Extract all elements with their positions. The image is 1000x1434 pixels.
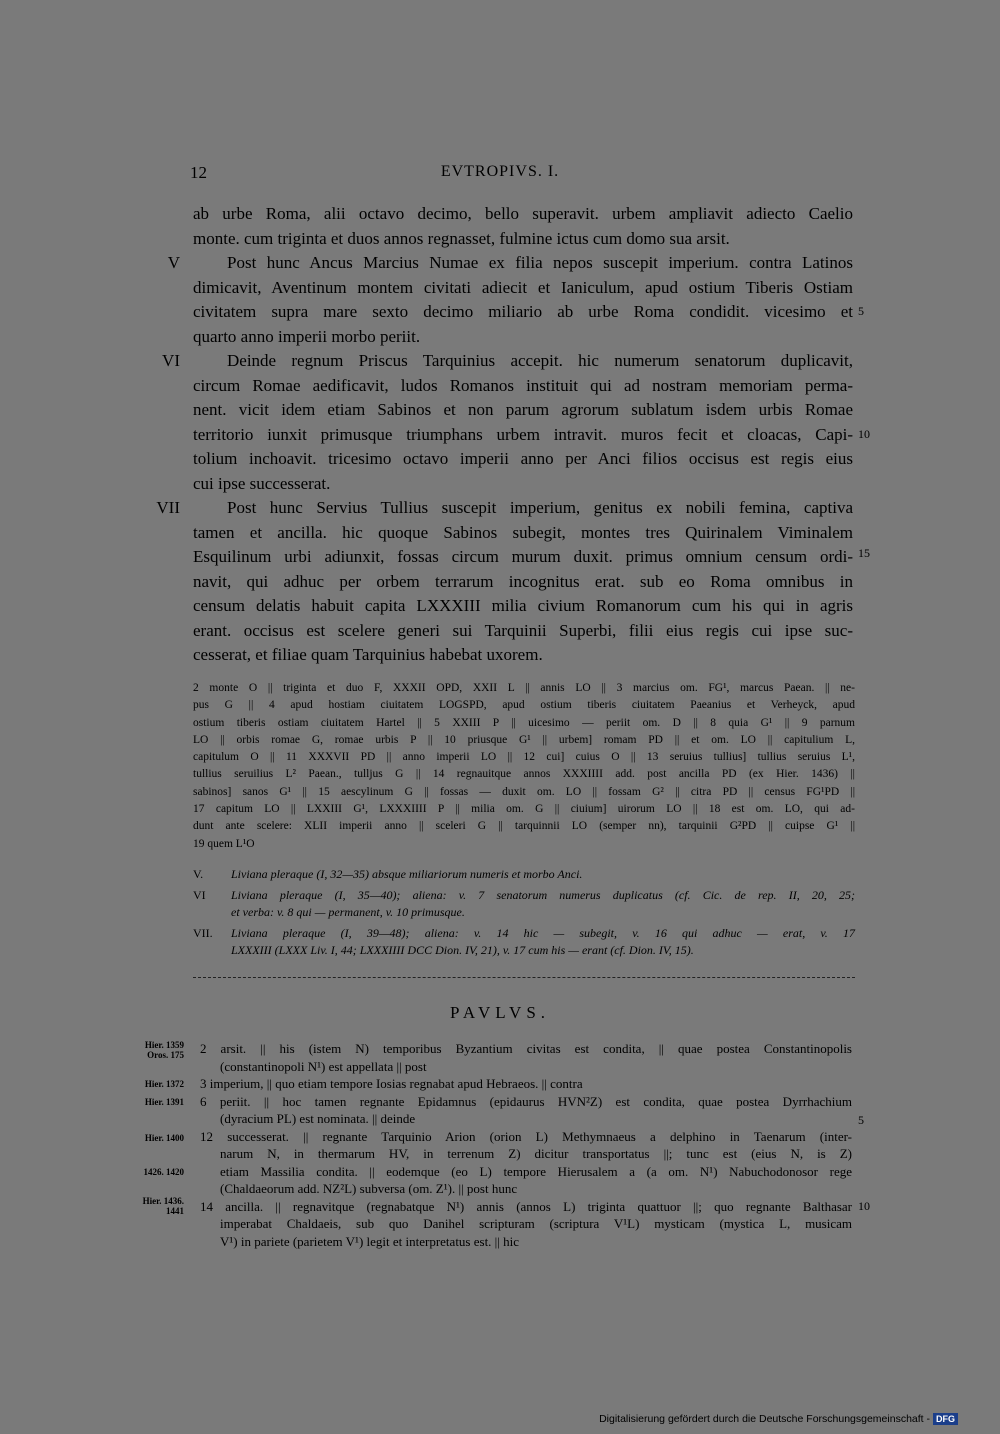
marginal-reference: Hier. 1436. 1441 [142, 1196, 184, 1216]
text-line: Post hunc Ancus Marcius Numae ex filia nepos suscepit imperium. contra Latinos [227, 253, 853, 272]
running-title: EVTROPIVS. I. [440, 163, 560, 180]
source-entry [193, 925, 855, 943]
line-number: 5 [858, 1113, 864, 1127]
paulus-line: (constantinopoli N¹) est appellata || post [220, 1058, 427, 1074]
text-line: circum Romae aedificavit, ludos Romanos instituit qui ad nostram memoriam perma- [193, 375, 853, 395]
paulus-line: 12 successerat. || regnante Tarquinio Arion (orion L) Methymnaeus a delphino in Taenarum (inter- [200, 1128, 852, 1144]
paulus-line: (dyracium PL) est nominata. || deinde [220, 1111, 416, 1126]
sources-apparatus [193, 866, 855, 960]
text-line: cesserat, et filiae quam Tarquinius habebat uxorem. [193, 645, 543, 664]
marginal-reference: Hier. 1359 Oros. 175 [144, 1040, 184, 1060]
paulus-line: V¹) in pariete (parietem V¹) legit et interpretatus est. || hic [220, 1233, 520, 1249]
main-text [193, 202, 853, 668]
footer-text: Digitalisierung gefördert durch die Deutsche Forschungsgemeinschaft - [599, 1413, 930, 1425]
apparatus-line: ostium tiberis ostiam ciuitatem Hartel || 5 XXIII P || uicesimo — periit om. D || 8 quia G¹ || 9 parnum [193, 716, 855, 729]
paulus-text [200, 1040, 852, 1250]
text-line: censum delatis habuit capita LXXXIII milia civium Romanorum cum his qui in agris [193, 596, 853, 615]
source-text: et verba: v. 8 qui — permanent, v. 10 primusque. [231, 905, 465, 919]
apparatus-line: 17 capitum LO || LXXIII G¹, LXXXIIII P || milia om. G || ciuium] uirorum LO || 18 est om. LO, qui ad- [193, 803, 855, 816]
apparatus-line: capitulum O || 11 XXXVII PD || anno imperii LO || 12 cui] cuius O || 13 seruius tullius] tullius seruius L¹, [193, 751, 855, 764]
source-text: Liviana pleraque (I, 32—35) absque miliariorum numeris et morbo Anci. [231, 867, 583, 881]
chapter-number: VI [162, 351, 180, 370]
paulus-line: imperabat Chaldaeis, sub quo Danihel scripturam (scriptura V¹L) mysticam (mystica L, musicam [220, 1216, 852, 1231]
source-entry-cont [193, 904, 855, 922]
apparatus-line: tullius seruilius L² Paean., tulljus G || 14 regnauitque annos XXXIIII add. post ancilla PD (ex Hier. 1436) || [193, 768, 855, 781]
paulus-heading: PAVLVS. [449, 1003, 551, 1022]
text-line: nent. vicit idem etiam Sabinos et non parum agrorum sublatum isdem urbis Romae [193, 400, 853, 419]
source-text: LXXXIII (LXXX Liv. I, 44; LXXXIIII DCC Dion. IV, 21), v. 17 cum his — erant (cf. Dion. IV, 15). [231, 943, 694, 957]
paulus-line: etiam Massilia condita. || eodemque (eo L) tempore Hierusalem a (a om. N¹) Nabuchodonosor rege [220, 1163, 852, 1179]
paulus-line: 6 periit. || hoc tamen regnante Epidamnus (epidaurus HVN²Z) est condita, quae postea Dyrrhachium [200, 1093, 852, 1109]
source-entry [193, 866, 855, 884]
marginal-reference: 1426. 1420 [143, 1167, 184, 1177]
critical-apparatus [193, 680, 855, 853]
marginal-reference: Hier. 1372 [144, 1079, 184, 1089]
paulus-line: (Chaldaeorum add. NZ²L) subversa (om. Z¹). || post hunc [220, 1181, 518, 1196]
line-number: 10 [858, 427, 870, 441]
funding-footer [599, 1413, 958, 1425]
apparatus-line: LO || orbis romae G, romae urbis P || 10 priusque G¹ || urbem] romam PD || et om. LO || capitulium L, [193, 733, 855, 746]
source-entry [193, 887, 855, 905]
separator-rule [193, 977, 855, 978]
source-entry-cont [193, 942, 855, 960]
page-number: 12 [190, 163, 207, 182]
source-text: Liviana pleraque (I, 35—40); aliena: v. 7 senatorum numerus duplicatus (cf. Cic. de rep. II, 20, 25; [231, 887, 855, 902]
text-line: Esquilinum urbi adiunxit, fossas circum murum duxit. primus omnium censum ordi- [193, 547, 853, 566]
paulus-line: 3 imperium, || quo etiam tempore Iosias regnabat apud Hebraeos. || contra [200, 1076, 583, 1091]
apparatus-line: sabinos] sanos G¹ || 15 aescylinum G || fossas — duxit om. LO || fossam G² || citra PD || census FG¹PD || [193, 785, 855, 798]
marginal-reference: Hier. 1400 [144, 1133, 184, 1143]
chapter-number: V [167, 253, 180, 272]
text-line: dimicavit, Aventinum montem civitati adiecit et Ianiculum, apud ostium Tiberis Ostiam [193, 277, 853, 297]
text-line: territorio iunxit primusque triumphans urbem intravit. muros fecit et cloacas, Capi- [193, 424, 853, 444]
source-label: VI [193, 887, 206, 902]
text-line: quarto anno imperii morbo periit. [193, 326, 421, 346]
chapter-number: VII [156, 498, 180, 517]
source-text: Liviana pleraque (I, 39—48); aliena: v. 14 hic — subegit, v. 16 qui adhuc — erat, v. 17 [231, 925, 855, 940]
text-line: Deinde regnum Priscus Tarquinius accepit. hic numerum senatorum duplicavit, [227, 351, 853, 370]
paulus-line: 2 arsit. || his (istem N) temporibus Byzantium civitas est condita, || quae postea Constantinopolis [200, 1041, 852, 1056]
line-number: 15 [858, 546, 870, 560]
text-line: erant. occisus est scelere generi sui Tarquinii Superbi, filii eius regis cui ipse suc- [193, 620, 853, 640]
apparatus-line: 19 quem L¹O [193, 837, 255, 850]
marginal-reference: Hier. 1391 [144, 1097, 184, 1107]
text-line: ab urbe Roma, alii octavo decimo, bello superavit. urbem ampliavit adiecto Caelio [193, 204, 853, 223]
source-label: V. [193, 867, 204, 881]
text-line: cui ipse successerat. [193, 473, 331, 493]
text-line: navit, qui adhuc per orbem terrarum incognitus erat. sub eo Roma omnibus in [193, 571, 853, 591]
text-line: Post hunc Servius Tullius suscepit imperium, genitus ex nobili femina, captiva [227, 498, 853, 517]
paulus-line: narum N, in thermarum HV, in terrenum Z) dicitur transportatus ||; tunc est (eius N, is Z) [220, 1146, 852, 1161]
text-line: tolium inchoavit. tricesimo octavo imperii anno per Anci filios occisus est regis eius [193, 449, 853, 468]
apparatus-line: pus G || 4 apud hostiam ciuitatem LOGSPD, apud ostium tiberis ciuitatem Paeanius et Verheyck, apud [193, 699, 855, 712]
apparatus-line: dunt ante scelere: XLII imperii anno || sceleri G || tarquinnii LO (semper nn), tarquinii G²PD || cuipse G¹ || [193, 820, 855, 833]
text-line: civitatem supra mare sexto decimo miliario ab urbe Roma condidit. vicesimo et [193, 302, 853, 321]
source-label: VII. [193, 925, 213, 940]
text-line: tamen et ancilla. hic quoque Sabinos subegit, montes tres Quirinalem Viminalem [193, 522, 853, 542]
dfg-logo: DFG [933, 1413, 958, 1425]
line-number: 5 [858, 304, 864, 318]
paulus-line: 14 ancilla. || regnavitque (regnabatque N¹) annis (annos L) triginta quattuor ||; quo regnante Balthasar [200, 1198, 852, 1214]
line-number: 10 [858, 1199, 870, 1213]
text-line: monte. cum triginta et duos annos regnasset, fulmine ictus cum domo sua arsit. [193, 228, 730, 248]
apparatus-line: 2 monte O || triginta et duo F, XXXII OPD, XXII L || annis LO || 3 marcius om. FG¹, marcus Paean. || ne- [193, 682, 855, 694]
